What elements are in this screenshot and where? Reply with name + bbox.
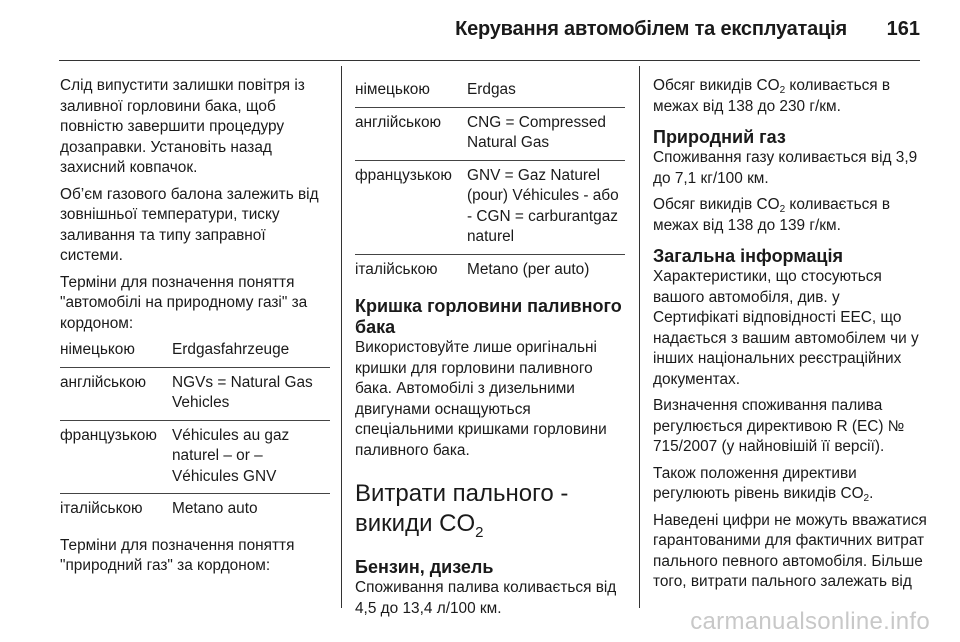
- term-cell: Véhicules au gaz naturel – or – Véhicules GNV: [172, 420, 330, 494]
- paragraph: Визначення споживання палива регулюється директивою R (EC) № 715/2007 (у найновішій її версії).: [653, 397, 905, 455]
- subscript: 2: [779, 204, 786, 215]
- section-heading-general-info: Загальна інформація: [653, 246, 843, 266]
- table-row: [355, 107, 625, 160]
- text-span: Обсяг викидів CO: [653, 77, 780, 94]
- section-heading-natural-gas: Природний газ: [653, 127, 786, 147]
- term-cell: Erdgasfahrzeuge: [172, 341, 290, 358]
- term-cell: Erdgas: [467, 81, 516, 98]
- language-cell: італійською: [60, 494, 172, 526]
- language-cell: німецькою: [355, 81, 430, 98]
- text-span: Також положення директиви регулюють рівень викидів CO: [653, 464, 864, 502]
- page-title: Керування автомобілем та експлуатація: [455, 18, 847, 40]
- paragraph: [653, 464, 928, 505]
- text-span: .: [869, 485, 874, 502]
- language-cell: французькою: [355, 160, 467, 254]
- language-cell: італійською: [355, 254, 467, 286]
- watermark: carmanualsonline.info: [690, 608, 930, 635]
- page-number: 161: [886, 18, 920, 40]
- table-row: [355, 254, 625, 286]
- term-cell: Metano auto: [172, 494, 330, 526]
- text-span: коливається в межах від 138 до 139 г/км.: [653, 196, 891, 234]
- column-3: [653, 76, 928, 599]
- paragraph: Об’єм газового балона залежить від зовнішньої температури, тиску заливання та типу заправної системи.: [60, 185, 319, 264]
- text-span: коливається в межах від 138 до 230 г/км.: [653, 77, 891, 115]
- page-header: [0, 0, 960, 60]
- chapter-heading: [355, 479, 625, 539]
- chapter-heading-line1: Витрати пального -: [355, 480, 569, 507]
- header-rule: [59, 60, 920, 61]
- paragraph: Наведені цифри не можуть вважатися гарантованими для фактичних витрат пального певного автомобіля. Більше того, витрати пального залежать від: [653, 511, 927, 590]
- paragraph: Терміни для позначення поняття "автомобілі на природному газі" за кордоном:: [60, 273, 308, 332]
- column-divider-1: [341, 66, 342, 608]
- term-cell: NGVs = Natural Gas Vehicles: [172, 367, 330, 420]
- terms-table-gas: [355, 80, 625, 286]
- paragraph: [653, 76, 928, 117]
- column-2: [355, 80, 625, 625]
- terms-table-vehicles: [60, 340, 330, 526]
- chapter-heading-line2: викиди CO: [355, 510, 476, 537]
- subscript: 2: [863, 493, 870, 504]
- subscript: 2: [779, 85, 786, 96]
- text-span: Обсяг викидів CO: [653, 196, 780, 213]
- table-row: [355, 160, 625, 254]
- section-heading-fuel-cap: Кришка горловини паливного бака: [355, 296, 622, 337]
- section-heading-petrol-diesel: Бензин, дизель: [355, 557, 494, 577]
- language-cell: англійською: [60, 367, 172, 420]
- paragraph: Використовуйте лише оригінальні кришки для горловини паливного бака. Автомобілі з дизельними двигунами оснащуються спеціальними кришками горловини паливного бака.: [355, 339, 607, 459]
- table-row: [60, 367, 330, 420]
- term-cell: Metano (per auto): [467, 254, 625, 286]
- paragraph: Терміни для позначення поняття "природний газ" за кордоном:: [60, 536, 295, 574]
- table-row: [60, 340, 330, 367]
- term-cell: GNV = Gaz Naturel (pour) Véhicules - або - CGN = carburantgaz naturel: [467, 160, 625, 254]
- paragraph: Споживання газу коливається від 3,9 до 7,1 кг/100 км.: [653, 149, 918, 187]
- paragraph: Споживання палива коливається від 4,5 до 13,4 л/100 км.: [355, 579, 617, 617]
- paragraph: [653, 195, 928, 236]
- term-cell: CNG = Compressed Natural Gas: [467, 107, 625, 160]
- language-cell: англійською: [355, 107, 467, 160]
- column-divider-2: [639, 66, 640, 608]
- table-row: [355, 80, 625, 107]
- language-cell: французькою: [60, 420, 172, 494]
- table-row: [60, 420, 330, 494]
- subscript: 2: [475, 524, 484, 541]
- paragraph: Характеристики, що стосуються вашого автомобіля, див. у Сертифікаті відповідності EEC, що надається з вашим автомобілем чи у інших національних реєстраційних документах.: [653, 268, 919, 388]
- language-cell: німецькою: [60, 341, 135, 358]
- table-row: [60, 494, 330, 526]
- paragraph: Слід випустити залишки повітря із заливної горловини бака, щоб повністю завершити процедуру дозаправки. Установіть назад захисний ковпачок.: [60, 77, 305, 176]
- column-1: [60, 76, 330, 583]
